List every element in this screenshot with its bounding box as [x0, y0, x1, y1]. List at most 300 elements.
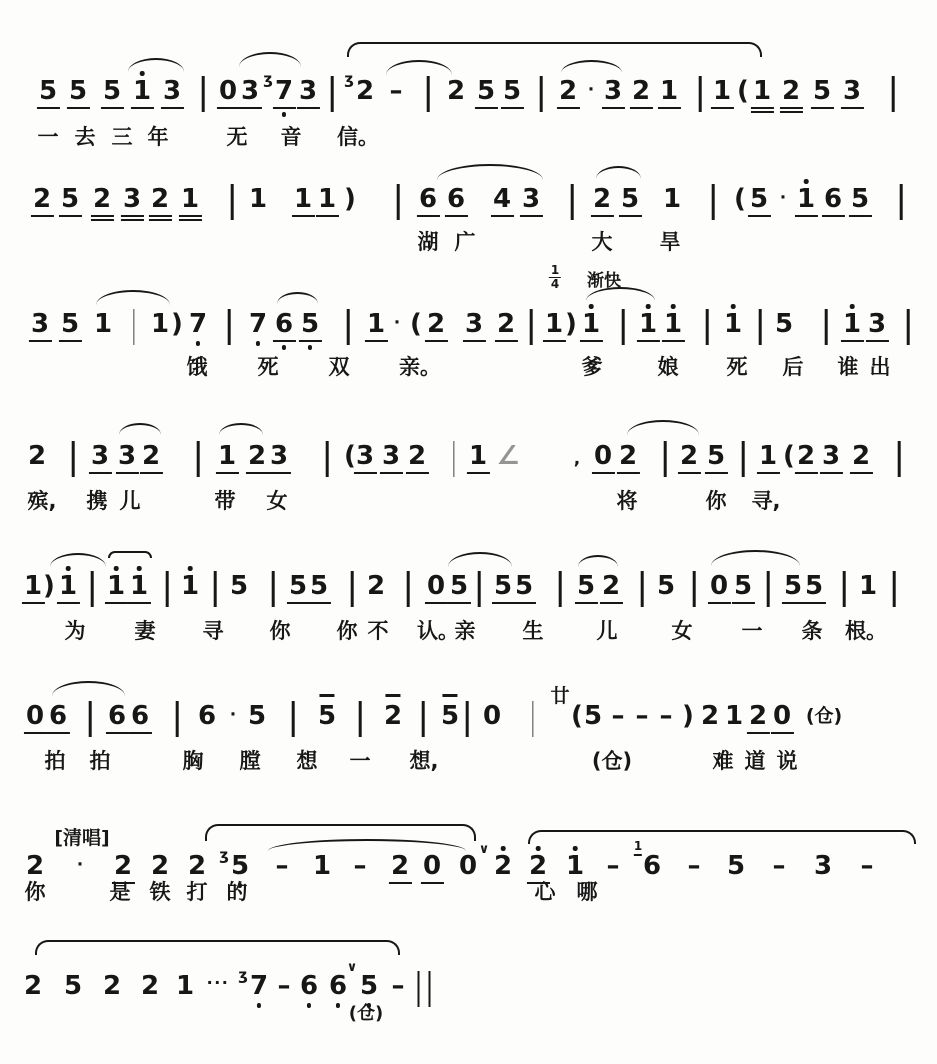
duration-underline [128, 732, 151, 734]
note-glyph: 5 [583, 701, 603, 731]
note-glyph: 1 [93, 309, 113, 339]
duration-underline [21, 602, 44, 604]
annotation-cang: (仓) [348, 1003, 384, 1024]
note-token [366, 311, 386, 342]
slur-tie-arc [96, 290, 170, 305]
note-token [681, 703, 695, 730]
lyric-syllable: 娘 [657, 355, 679, 379]
note-token [298, 78, 318, 109]
duration-underline [405, 472, 428, 474]
note-token [237, 968, 249, 984]
note-glyph: 2 [446, 76, 466, 106]
note-token [390, 853, 410, 884]
duration-underline [747, 215, 770, 217]
note-glyph: 6 [274, 309, 294, 339]
note-glyph: 2 [355, 76, 375, 106]
lyric-syllable: 拍 [89, 749, 111, 773]
barline [89, 701, 92, 737]
note-glyph: – [606, 851, 620, 881]
duration-underline [704, 472, 727, 474]
note-token [60, 186, 80, 217]
note-token [92, 186, 112, 221]
note-glyph: 2 [601, 571, 621, 601]
note-glyph: 1 [312, 851, 332, 881]
note-glyph: 2 [141, 441, 161, 471]
barline [202, 76, 205, 112]
note-glyph: ∨ [478, 842, 490, 857]
slur-tie-arc [596, 166, 641, 179]
lyric-syllable: 条 [801, 619, 823, 643]
octave-dot-above-icon [501, 846, 506, 851]
barline [331, 76, 334, 112]
note-token [317, 703, 337, 730]
lyric-syllable: 女 [266, 489, 288, 513]
note-token [812, 78, 832, 109]
barline [351, 571, 354, 607]
overline-mark [443, 694, 458, 697]
note-glyph: 3 [521, 184, 541, 214]
note-token [63, 973, 83, 1000]
note-glyph: 5 [68, 76, 88, 106]
duration-underline [618, 215, 641, 217]
barline [231, 184, 234, 220]
note-token [275, 853, 290, 880]
barline [742, 441, 745, 477]
note-glyph: ( [344, 441, 356, 471]
duration-underline [178, 215, 201, 217]
lyric-syllable: 将 [616, 489, 638, 513]
note-glyph: 7 [274, 76, 294, 106]
octave-dot-above-icon [804, 179, 809, 184]
octave-dot-above-icon [114, 566, 119, 571]
note-token [418, 186, 438, 217]
duration-underline [779, 107, 802, 109]
duration-underline [661, 340, 684, 342]
note-token [464, 311, 484, 342]
lyric-syllable: 亲 [454, 619, 476, 643]
note-glyph: 3 [381, 441, 401, 471]
note-glyph: 5 [288, 571, 308, 601]
note-token [422, 853, 442, 884]
lyric-syllable: 你 [24, 880, 46, 904]
note-token [724, 703, 744, 730]
duration-underline [579, 340, 602, 342]
note-glyph: 2 [781, 76, 801, 106]
note-token [218, 78, 238, 109]
note-token [299, 973, 319, 1008]
note-glyph: 3 [122, 184, 142, 214]
note-token [638, 311, 658, 342]
note-token [736, 78, 750, 105]
note-token [842, 311, 862, 342]
note-token [25, 853, 45, 880]
note-token [249, 973, 269, 1008]
note-glyph: 3 [355, 441, 375, 471]
barline [466, 701, 469, 737]
note-token [631, 78, 651, 109]
duration-underline [840, 340, 863, 342]
note-token [603, 78, 623, 109]
duration-underline [794, 472, 817, 474]
note-token [687, 853, 702, 880]
duration-underline [88, 472, 111, 474]
note-token [393, 315, 401, 333]
note-glyph: 5 [733, 571, 753, 601]
annotation-grace: 1 [634, 840, 642, 856]
note-token [581, 311, 601, 342]
note-token [821, 443, 841, 474]
note-token [476, 78, 496, 109]
barline [347, 309, 350, 345]
note-glyph: 2 [25, 851, 45, 881]
octave-dot-below-icon [308, 345, 313, 350]
note-token [343, 72, 355, 88]
note-glyph: · [229, 705, 237, 725]
note-glyph: 5 [726, 851, 746, 881]
lyric-syllable: 生 [522, 619, 544, 643]
note-token [42, 573, 56, 600]
duration-underline [160, 107, 183, 109]
lyric-syllable: 道 [744, 749, 766, 773]
note-glyph: · [587, 80, 595, 100]
note-token [804, 573, 824, 604]
note-token [492, 186, 512, 217]
slur-tie-arc [277, 292, 318, 304]
note-token [468, 443, 488, 474]
duration-underline [770, 732, 793, 734]
note-glyph: 1 [150, 309, 170, 339]
note-token [60, 311, 80, 342]
note-token [656, 573, 676, 600]
note-glyph: 2 [150, 184, 170, 214]
note-token [197, 703, 217, 730]
lyric-syllable: 认。 [417, 619, 459, 643]
lyric-syllable: 饿 [186, 355, 208, 379]
note-token [783, 573, 803, 604]
duration-underline [746, 732, 769, 734]
note-token [659, 78, 679, 109]
note-glyph: 5 [300, 309, 320, 339]
note-glyph: 1 [248, 184, 268, 214]
note-glyph: , [573, 449, 581, 469]
duration-underline [616, 472, 639, 474]
slur-tie-arc [578, 555, 618, 567]
barline [292, 701, 295, 737]
note-token [426, 573, 446, 604]
note-token [180, 573, 200, 600]
duration-underline [512, 602, 535, 604]
octave-dot-above-icon [850, 304, 855, 309]
note-glyph: 3 [90, 441, 110, 471]
barline [530, 309, 533, 345]
note-glyph: 0 [709, 571, 729, 601]
lyric-syllable: 拍 [44, 749, 66, 773]
note-token [262, 72, 274, 88]
note-token [247, 443, 267, 474]
duration-underline [148, 219, 171, 221]
note-glyph: 5 [706, 441, 726, 471]
note-glyph: ( [783, 441, 795, 471]
note-glyph: ) [171, 309, 183, 339]
note-glyph: 5 [38, 76, 58, 106]
lyric-syllable: 湖 [417, 230, 439, 254]
note-glyph: – [687, 851, 701, 881]
lyric-syllable: 爹 [581, 355, 603, 379]
note-glyph: 1 [129, 571, 149, 601]
note-token [188, 311, 208, 346]
annotation-frac [549, 264, 561, 291]
note-glyph: ( [410, 309, 422, 339]
note-token [218, 848, 230, 864]
note-token [659, 703, 674, 730]
lyric-syllable: 年 [147, 125, 169, 149]
duration-underline [556, 107, 579, 109]
note-token [25, 703, 45, 734]
octave-dot-above-icon [731, 304, 736, 309]
duration-underline [500, 107, 523, 109]
duration-underline [474, 107, 497, 109]
note-token [502, 78, 522, 109]
note-glyph: 1 [712, 76, 732, 106]
octave-dot-below-icon [282, 112, 287, 117]
lyric-syllable: 带 [214, 489, 236, 513]
duration-underline [353, 472, 376, 474]
note-glyph: 3 [298, 76, 318, 106]
note-glyph: ) [43, 571, 55, 601]
note-glyph: 5 [502, 76, 522, 106]
lyric-syllable: 无 [226, 125, 248, 149]
note-glyph: 6 [197, 701, 217, 731]
lyric-syllable: 亲。 [399, 355, 441, 379]
duration-underline [364, 340, 387, 342]
note-token [355, 78, 375, 105]
duration-underline [100, 107, 123, 109]
note-glyph: 6 [299, 971, 319, 1001]
note-glyph: 0 [458, 851, 478, 881]
note-token [229, 573, 249, 600]
note-glyph: – [389, 76, 403, 106]
lyric-syllable: 胸 [182, 749, 204, 773]
note-token [521, 186, 541, 217]
note-token [346, 961, 359, 975]
note-glyph: ∨ [346, 960, 358, 975]
duration-underline [139, 472, 162, 474]
note-token [129, 573, 149, 604]
duration-underline [178, 219, 201, 221]
note-token [851, 443, 871, 474]
duration-underline [127, 602, 150, 604]
note-glyph: 6 [130, 701, 150, 731]
note-glyph: 6 [48, 701, 68, 731]
note-token [240, 78, 260, 109]
note-glyph: – [772, 851, 786, 881]
note-glyph: 1 [58, 571, 78, 601]
note-glyph: 1 [317, 184, 337, 214]
fraction-denominator: 4 [550, 277, 560, 292]
note-glyph: 3 [842, 76, 862, 106]
annotation-tempo: 渐快 [587, 271, 621, 291]
note-glyph: ∠ [496, 441, 520, 471]
note-glyph: 0 [593, 441, 613, 471]
note-glyph: 0 [482, 701, 502, 731]
annotation-mark: 廿 [550, 685, 570, 707]
note-token [558, 78, 578, 109]
duration-underline [90, 219, 113, 221]
note-glyph: 2 [558, 76, 578, 106]
octave-dot-below-icon [336, 1003, 341, 1008]
barline [422, 701, 425, 737]
slur-tie-arc [347, 42, 762, 57]
slur-tie-arc [711, 550, 800, 566]
note-glyph: 1 [132, 76, 152, 106]
note-glyph: 5 [449, 571, 469, 601]
barline [892, 76, 895, 112]
note-token [93, 311, 113, 338]
lyric-syllable: 你 [336, 619, 358, 643]
duration-underline [148, 215, 171, 217]
duration-underline [90, 215, 113, 217]
barline [272, 571, 275, 607]
note-glyph: 6 [418, 184, 438, 214]
barline [72, 441, 75, 477]
note-token [449, 573, 469, 604]
barline [532, 701, 533, 737]
note-token [248, 311, 268, 346]
note-token [482, 703, 502, 730]
note-glyph: 6 [446, 184, 466, 214]
note-token [229, 707, 237, 725]
duration-underline [296, 107, 319, 109]
note-glyph: 0 [426, 571, 446, 601]
duration-underline [104, 602, 127, 604]
note-token [300, 311, 320, 350]
note-glyph: 1 [842, 309, 862, 339]
lyric-syllable: 儿 [119, 489, 141, 513]
note-glyph: 1 [858, 571, 878, 601]
slur-tie-arc [52, 681, 125, 696]
note-glyph: 2 [150, 851, 170, 881]
note-glyph: 5 [230, 851, 250, 881]
note-token [309, 573, 329, 604]
note-token [709, 573, 729, 604]
note-token [150, 311, 170, 338]
note-token [618, 443, 638, 474]
duration-underline [865, 340, 888, 342]
octave-dot-above-icon [671, 304, 676, 309]
barline [712, 184, 715, 220]
note-token [32, 186, 52, 217]
note-token [606, 853, 621, 880]
lyric-syllable: 妻 [134, 619, 156, 643]
barline [91, 571, 94, 607]
duration-underline [677, 472, 700, 474]
note-glyph: 6 [823, 184, 843, 214]
note-token [391, 973, 406, 1000]
octave-dot-above-icon [137, 566, 142, 571]
duration-underline [120, 215, 143, 217]
note-token [407, 443, 427, 474]
duration-underline [272, 107, 295, 109]
lyric-syllable: 哪 [576, 880, 598, 904]
note-glyph: 3 [813, 851, 833, 881]
note-token [642, 853, 662, 880]
note-glyph: – [277, 971, 291, 1001]
octave-dot-below-icon [196, 341, 201, 346]
note-glyph: 2 [592, 184, 612, 214]
note-glyph: 1 [758, 441, 778, 471]
note-glyph: – [611, 701, 625, 731]
note-glyph: 6 [642, 851, 662, 881]
duration-underline [590, 215, 613, 217]
note-token [132, 78, 152, 109]
note-glyph: 1 [565, 851, 585, 881]
note-glyph: 5 [60, 184, 80, 214]
note-glyph: 1 [752, 76, 772, 106]
note-token [317, 186, 337, 217]
lyric-syllable: 音 [280, 125, 302, 149]
note-token [779, 190, 787, 208]
note-glyph: 1 [659, 76, 679, 106]
duration-underline [849, 472, 872, 474]
note-glyph: ( [737, 76, 749, 106]
barline [166, 571, 169, 607]
note-glyph: 5 [359, 971, 379, 1001]
lyric-syllable: 心 [534, 880, 556, 904]
note-token [723, 311, 743, 338]
duration-underline [821, 215, 844, 217]
note-token [180, 186, 200, 221]
slur-tie-arc [448, 552, 512, 567]
barline [699, 76, 702, 112]
note-glyph: 2 [140, 971, 160, 1001]
lyric-syllable: 为 [64, 619, 86, 643]
octave-dot-below-icon [282, 345, 287, 350]
note-token [544, 311, 564, 342]
lyric-syllable: 广 [454, 230, 476, 254]
barline [540, 76, 543, 112]
octave-dot-above-icon [188, 566, 193, 571]
note-glyph: · [393, 313, 401, 333]
note-glyph: 2 [247, 441, 267, 471]
note-glyph: · [779, 188, 787, 208]
note-token [601, 573, 621, 604]
note-token [150, 853, 170, 880]
barline [622, 309, 625, 345]
lyric-syllable: 女 [671, 619, 693, 643]
barline [176, 701, 179, 737]
note-glyph: ( [571, 701, 583, 731]
barline [559, 571, 562, 607]
duration-underline [245, 472, 268, 474]
note-token [122, 186, 142, 221]
duration-underline [36, 107, 59, 109]
note-glyph: 6 [107, 701, 127, 731]
barline [427, 76, 430, 112]
note-token [620, 186, 640, 217]
duration-underline [731, 602, 754, 604]
barline [664, 441, 667, 477]
note-token [813, 853, 833, 880]
duration-underline [216, 107, 239, 109]
note-glyph: 0 [772, 701, 792, 731]
note-token [247, 703, 267, 730]
duration-underline [30, 215, 53, 217]
note-token [635, 703, 650, 730]
note-glyph: 2 [390, 851, 410, 881]
note-glyph: ··· [206, 973, 230, 992]
note-glyph: 2 [679, 441, 699, 471]
note-token [48, 703, 68, 734]
